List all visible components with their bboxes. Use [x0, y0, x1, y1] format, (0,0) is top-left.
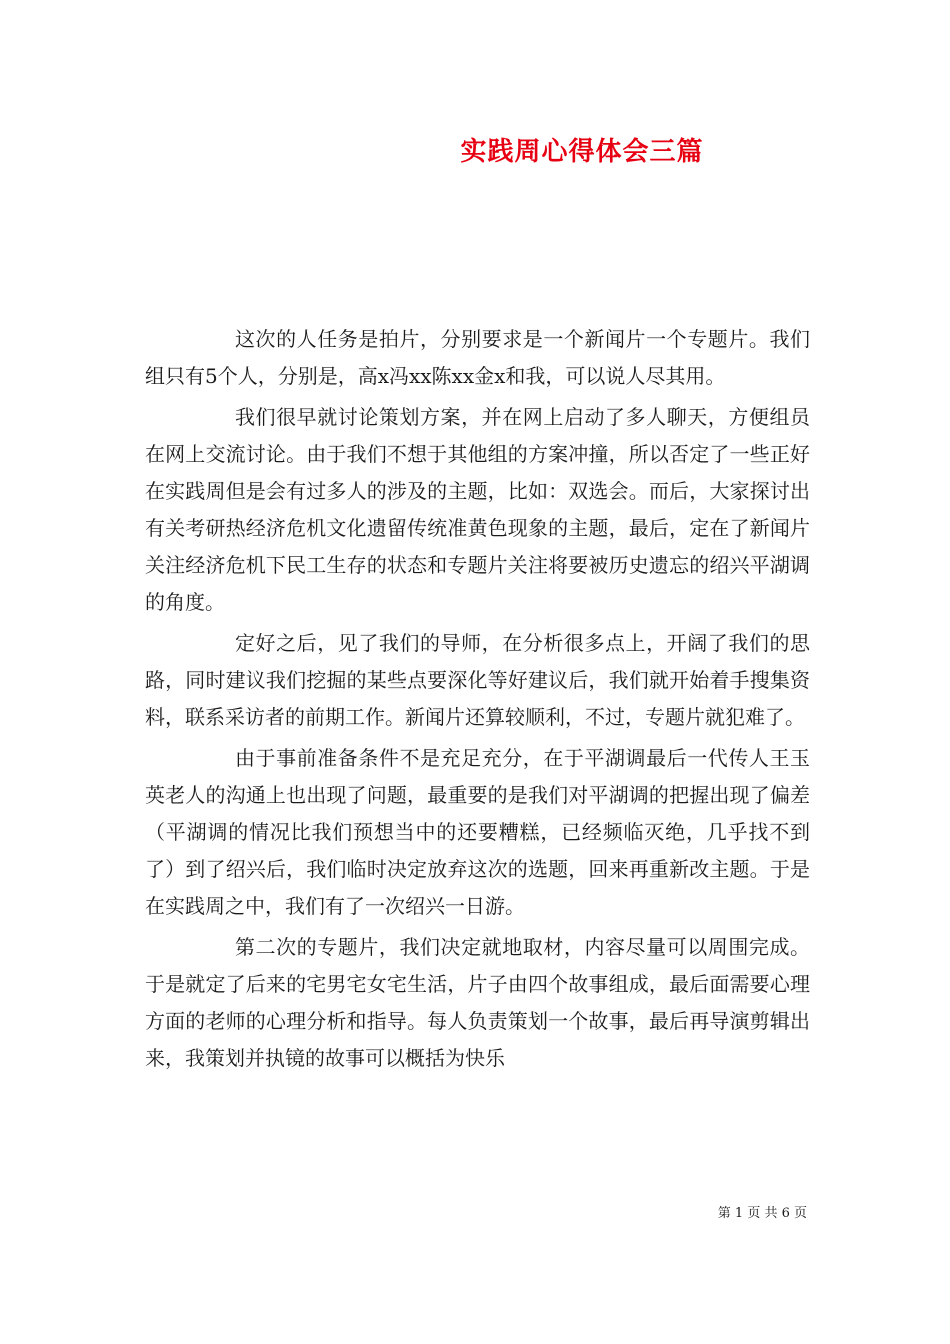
- paragraph: 定好之后，见了我们的导师，在分析很多点上，开阔了我们的思路，同时建议我们挖掘的某些点要深化等好建议后，我们就开始着手搜集资料，联系采访者的前期工作。新闻片还算较顺利，不过，专题片就犯难了。: [145, 631, 810, 729]
- paragraph: 第二次的专题片，我们决定就地取材，内容尽量可以周围完成。于是就定了后来的宅男宅女宅生活，片子由四个故事组成，最后面需要心理方面的老师的心理分析和指导。每人负责策划一个故事，最后再导演剪辑出来，我策划并执镜的故事可以概括为快乐: [145, 935, 810, 1070]
- paragraph: 这次的人任务是拍片，分别要求是一个新闻片一个专题片。我们组只有5个人，分别是，高x冯xx陈xx金x和我，可以说人尽其用。: [145, 327, 810, 388]
- paragraph: 由于事前准备条件不是充足充分，在于平湖调最后一代传人王玉英老人的沟通上也出现了问题，最重要的是我们对平湖调的把握出现了偏差（平湖调的情况比我们预想当中的还要糟糕，已经频临灭绝，几乎找不到了）到了绍兴后，我们临时决定放弃这次的选题，回来再重新改主题。于是在实践周之中，我们有了一次绍兴一日游。: [145, 746, 810, 918]
- paragraph: 我们很早就讨论策划方案，并在网上启动了多人聊天，方便组员在网上交流讨论。由于我们不想于其他组的方案冲撞，所以否定了一些正好在实践周但是会有过多人的涉及的主题，比如：双选会。而后，大家探讨出有关考研热经济危机文化遗留传统准黄色现象的主题，最后，定在了新闻片关注经济危机下民工生存的状态和专题片关注将要被历史遗忘的绍兴平湖调的角度。: [145, 405, 810, 614]
- page-number-footer: 第 1 页 共 6 页: [717, 1206, 807, 1221]
- document-title: 实践周心得体会三篇: [460, 137, 704, 167]
- document-body: [145, 321, 810, 1081]
